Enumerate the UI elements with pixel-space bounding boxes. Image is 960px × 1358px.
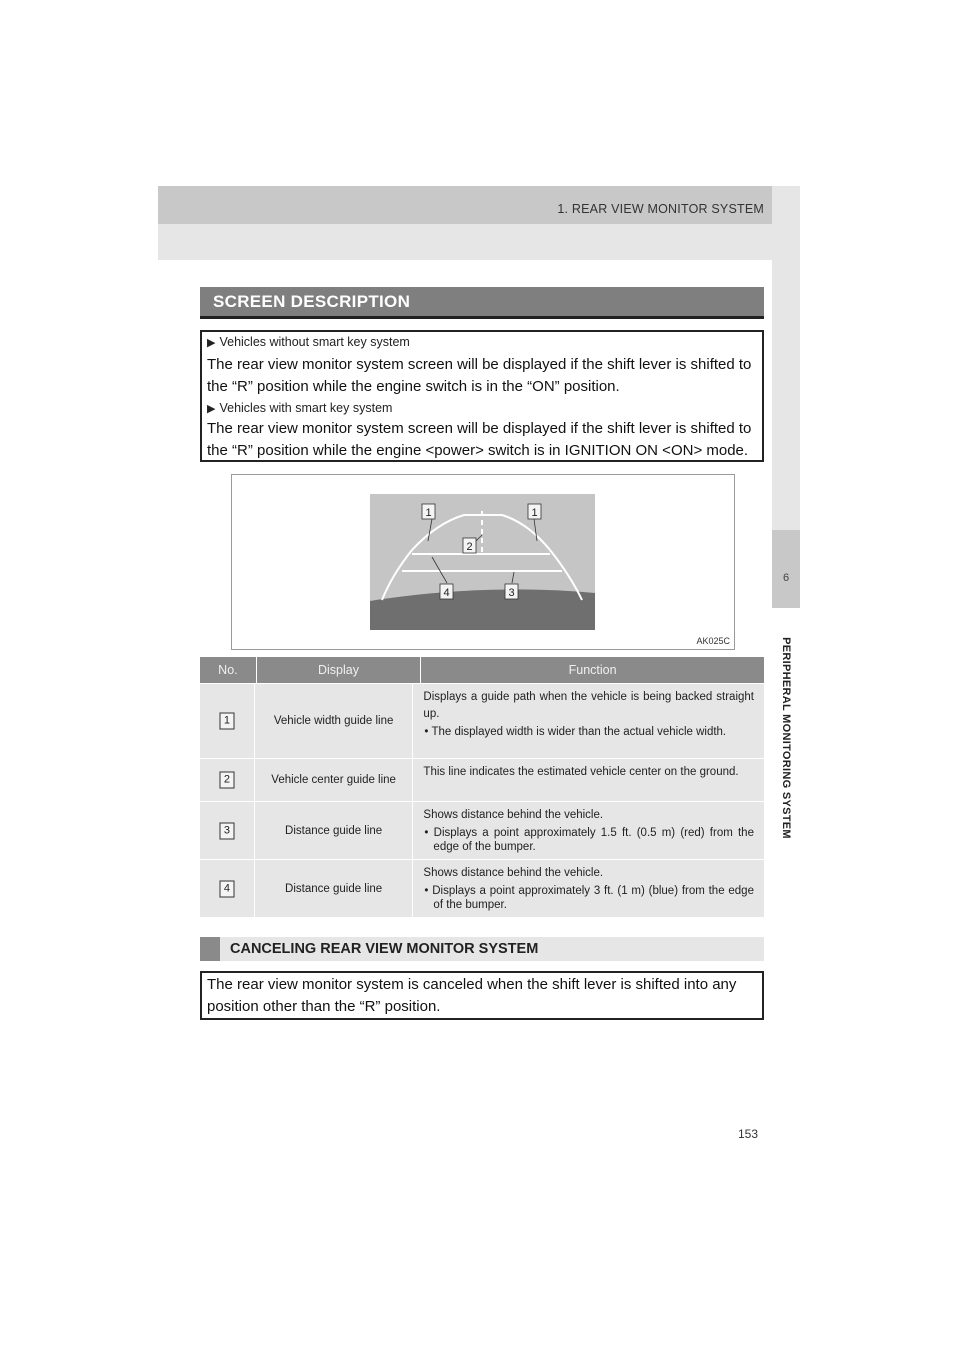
row-display-name: Vehicle width guide line (273, 715, 394, 727)
row-number-box: 1 (219, 713, 234, 730)
case-text-with-smart-key: The rear view monitor system screen will be displayed if the shift lever is shifted to the “R” position while the engine <power> switch is in IGNITION ON <ON> mode. (207, 420, 752, 459)
row-function: This line indicates the estimated vehicle center on the ground. (423, 766, 739, 778)
guide-line-table (200, 657, 764, 917)
svg-text:2: 2 (466, 541, 473, 553)
screen-description-box (200, 330, 764, 462)
header-strip (158, 186, 800, 224)
rear-view-monitor-figure (231, 474, 735, 650)
row-function: Shows distance behind the vehicle. • Displays a point approximately 1.5 ft. (0.5 m) (red) from the edge of the bumper. (423, 809, 754, 853)
section-title-canceling (200, 937, 764, 961)
table-row (200, 859, 764, 917)
triangle-bullet-icon: ▶ (207, 337, 216, 349)
header-display: Display (257, 657, 421, 683)
chapter-title: 1. REAR VIEW MONITOR SYSTEM (557, 202, 764, 216)
svg-text:1: 1 (531, 507, 538, 519)
case-label-with-smart-key: ▶ Vehicles with smart key system (207, 401, 393, 415)
monitor-screen-illustration (232, 475, 734, 649)
table-row (200, 683, 764, 758)
row-function-bullet: • Displays a point approximately 1.5 ft. (0.5 m) (red) from the edge of the bumper. (424, 827, 754, 853)
case-label-without-smart-key: ▶ Vehicles without smart key system (207, 335, 410, 349)
figure-code: AK025C (696, 636, 730, 646)
section-title-text: SCREEN DESCRIPTION (213, 292, 411, 311)
row-function-bullet: • Displays a point approximately 3 ft. (1 m) (blue) from the edge of the bumper. (424, 885, 754, 911)
section-marker (200, 937, 220, 961)
canceling-box (200, 971, 764, 1020)
section-title-text: CANCELING REAR VIEW MONITOR SYSTEM (230, 941, 539, 957)
case-text-without-smart-key: The rear view monitor system screen will be displayed if the shift lever is shifted to the “R” position while the engine switch is in the “ON” position. (207, 356, 752, 395)
row-display-name: Vehicle center guide line (271, 774, 396, 786)
svg-text:1: 1 (425, 507, 432, 519)
svg-text:3: 3 (508, 587, 515, 599)
chapter-name-vertical (778, 620, 794, 856)
chapter-name: PERIPHERAL MONITORING SYSTEM (780, 637, 792, 839)
table-header-row (200, 657, 764, 683)
page-header (158, 186, 800, 260)
row-function: Displays a guide path when the vehicle is being backed straight up. • The displayed width is wider than the actual vehicle width. (423, 691, 754, 738)
canceling-text: The rear view monitor system is canceled when the shift lever is shifted into any position other than the “R” position. (207, 976, 737, 1015)
row-function: Shows distance behind the vehicle. • Displays a point approximately 3 ft. (1 m) (blue) from the edge of the bumper. (423, 867, 754, 911)
svg-text:4: 4 (443, 587, 450, 599)
chapter-number: 6 (782, 572, 790, 584)
row-number-box: 3 (219, 822, 234, 839)
section-title-screen-description (200, 287, 764, 319)
page-number: 153 (738, 1127, 759, 1141)
table-row (200, 758, 764, 801)
row-display-name: Distance guide line (285, 824, 383, 837)
triangle-bullet-icon: ▶ (207, 403, 216, 415)
table-row (200, 801, 764, 859)
row-function-bullet: • The displayed width is wider than the actual vehicle width. (424, 726, 727, 738)
chapter-number-tab (772, 530, 800, 608)
row-number-box: 2 (219, 772, 234, 789)
header-no: No. (200, 657, 257, 683)
row-number-box: 4 (219, 880, 234, 897)
row-display-name: Distance guide line (285, 882, 383, 895)
header-function: Function (568, 663, 617, 677)
